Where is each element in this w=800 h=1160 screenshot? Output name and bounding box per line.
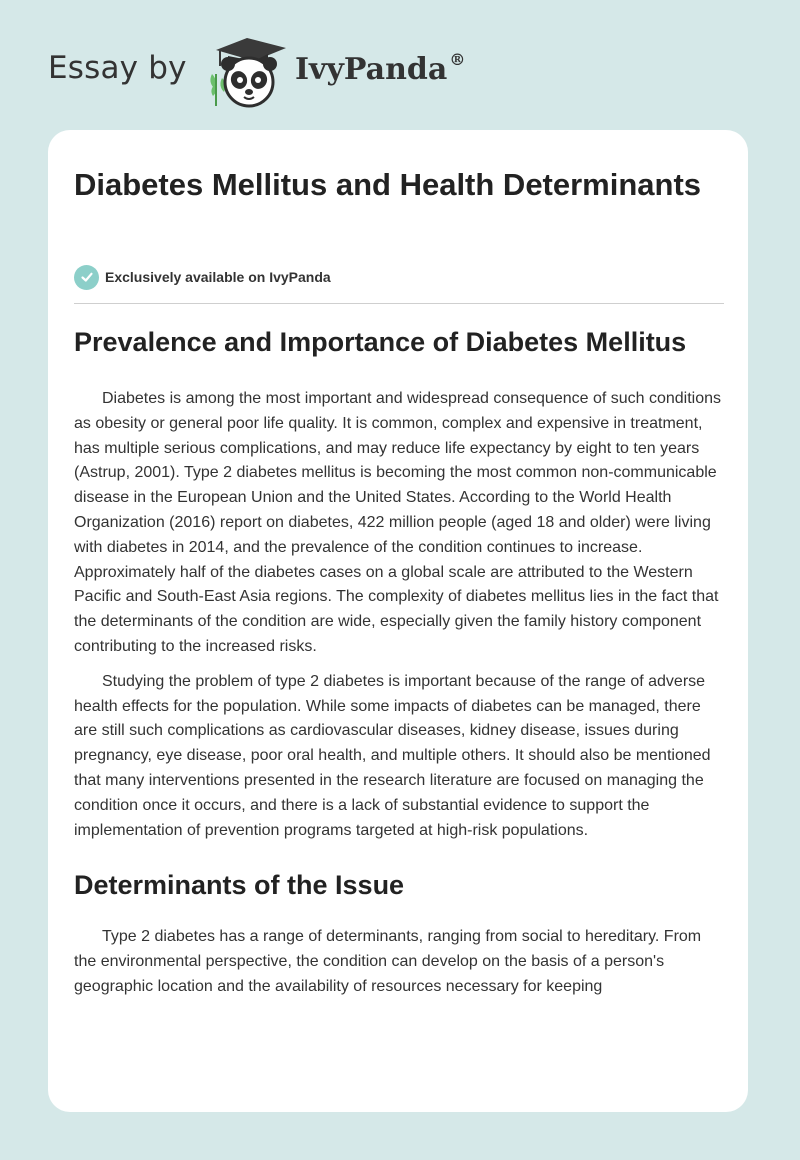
section-heading: Determinants of the Issue <box>74 870 405 901</box>
site-header <box>0 0 800 130</box>
page-title: Diabetes Mellitus and Health Determinants <box>74 167 702 202</box>
badge-label: Exclusively available on IvyPanda <box>105 269 331 285</box>
paragraph: Studying the problem of type 2 diabetes is important because of the range of adverse health effects for the population. While some impacts of diabetes can be managed, there are still such complications as cardiovascular diseases, kidney disease, issues during pregnancy, eye disease, poor oral health, and multiple others. It should also be mentioned that many interventions presented in the research literature are focused on managing the condition once it occurs, and there is a lack of substantial evidence to support the implementation of prevention programs targeted at high-risk populations. <box>74 672 711 839</box>
essay-by-label: Essay by <box>48 50 187 86</box>
registered-mark: ® <box>449 50 466 69</box>
essay-card <box>48 130 748 1112</box>
brand-name-text: IvyPanda <box>295 52 448 87</box>
paragraph: Type 2 diabetes has a range of determinants, ranging from social to hereditary. From the environmental perspective, the condition can develop on the basis of a person's geographic location and the availability of resources necessary for keeping <box>74 928 702 995</box>
divider <box>74 303 724 304</box>
brand-name[interactable] <box>295 52 465 87</box>
paragraph: Diabetes is among the most important and widespread consequence of such conditions as obesity or general poor life quality. It is common, complex and expensive in treatment, has multiple serious complications, and may reduce life expectancy by eight to ten years (Astrup, 2001). Type 2 diabetes mellitus is becoming the most common non-communicable disease in the European Union and the United States. According to the World Health Organization (2016) report on diabetes, 422 million people (aged 18 and older) were living with diabetes in 2014, and the prevalence of the condition continues to increase. Approximately half of the diabetes cases on a global scale are attributed to the Western Pacific and South-East Asia regions. The complexity of diabetes mellitus lies in the fact that the determinants of the condition are wide, especially given the family history component contributing to the increased risks. <box>74 390 722 655</box>
essay-body <box>74 322 724 1000</box>
panda-logo-icon[interactable] <box>202 34 292 110</box>
section-heading: Prevalence and Importance of Diabetes Mellitus <box>74 327 687 357</box>
exclusive-badge <box>74 264 331 290</box>
checkmark-icon <box>74 265 99 290</box>
